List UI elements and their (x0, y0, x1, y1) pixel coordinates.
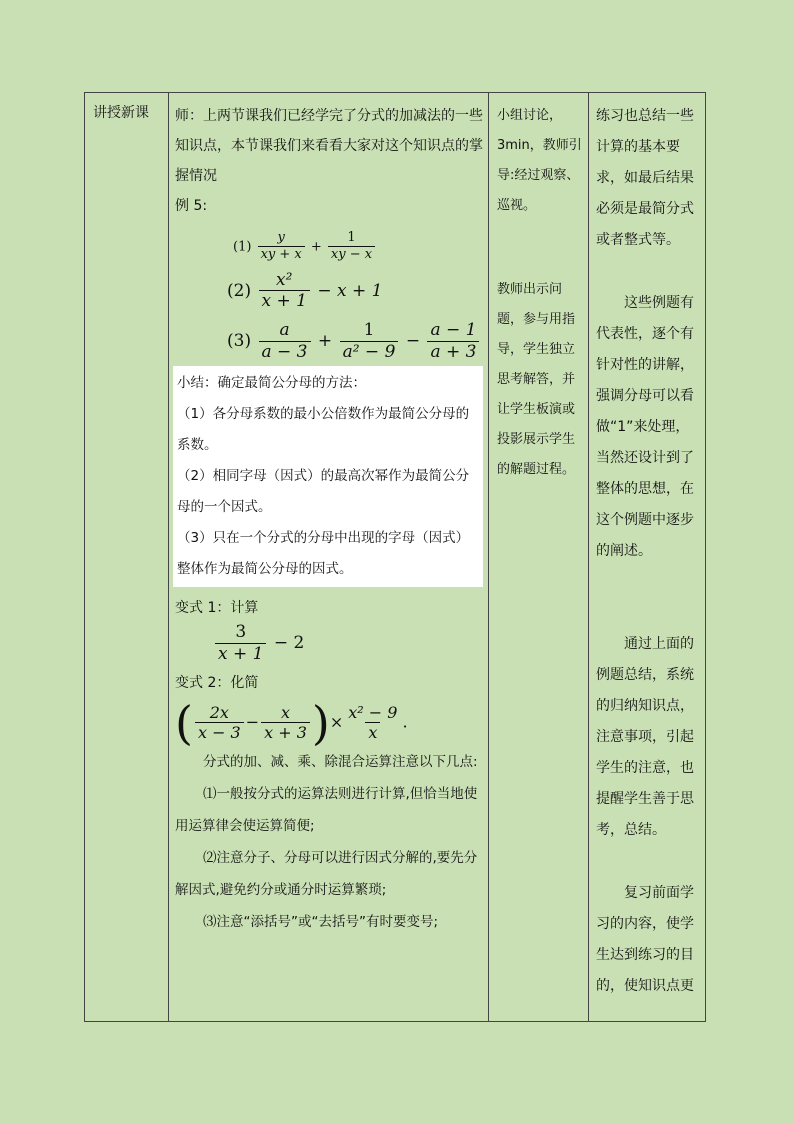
lesson-table (84, 92, 706, 1022)
example-label: 例 5: (175, 198, 208, 214)
summary-item: （2）相同字母（因式）的最高次幂作为最简公分母的一个因式。 (177, 468, 470, 516)
example-1-formula: (1) $\frac{y}{xy + x}$ + $\frac{1}{xy - x}$ (233, 231, 483, 263)
note-item: ⑵注意分子、分母可以进行因式分解的,要先分解因式,避免约分或通分时运算繁琐; (175, 850, 478, 899)
variant-2-label: 变式 2：化简 (175, 675, 259, 692)
summary-item: （3）只在一个分式的分母中出现的字母（因式）整体作为最简公分母的因式。 (177, 530, 470, 578)
notes-title: 分式的加、减、乘、除混合运算注意以下几点: (203, 754, 478, 771)
activity-text: 小组讨论，3min，教师引导:经过观察、巡视。 (497, 108, 582, 213)
variant-1-label: 变式 1：计算 (175, 600, 259, 617)
variant-1-formula: $\frac{3}{x + 1}$ − 2 (213, 623, 483, 664)
summary-title: 小结：确定最简公分母的方法： (177, 375, 366, 392)
design-intent-cell (589, 93, 707, 1021)
note-item: ⑴一般按分式的运算法则进行计算,但恰当地使用运算律会使运算简便; (175, 786, 478, 835)
activity-text: 教师出示问题，参与用指导，学生独立思考解答，并让学生板演或投影展示学生的解题过程。 (497, 282, 576, 477)
summary-box (173, 366, 483, 587)
example-2-formula: (2) $\frac{\text{x²}}{x + 1}$ − x + 1 (227, 269, 383, 312)
note-item: ⑶注意“添括号”或“去括号”有时要变号; (203, 914, 439, 931)
example-3-formula: (3) $\frac{a}{a - 3}$ + $\frac{1}{\text{a² − 9}}$ − $\frac{a - 1}{a + 3}$ (227, 321, 483, 362)
intent-text: 练习也总结一些计算的基本要求，如最后结果必须是最简分式或者整式等。 (596, 108, 694, 248)
summary-item: （1）各分母系数的最小公倍数作为最简公分母的系数。 (177, 406, 470, 454)
intent-text: 复习前面学习的内容，使学生达到练习的目的，使知识点更 (596, 885, 694, 994)
intent-text: 这些例题有代表性，逐个有针对性的讲解，强调分母可以看做“1”来处理，当然还设计到了整体的思想，在这个例题中逐步的阐述。 (596, 295, 694, 559)
section-label-cell (85, 93, 169, 1021)
section-label: 讲授新课 (93, 105, 149, 121)
teaching-content-cell (169, 93, 489, 1021)
intent-text: 通过上面的例题总结，系统的归纳知识点，注意事项，引起学生的注意，也提醒学生善于思考，总结。 (596, 636, 694, 838)
intro-text: 师：上两节课我们已经学完了分式的加减法的一些知识点，本节课我们来看看大家对这个知识点的掌握情况 (175, 108, 483, 184)
student-activity-cell (489, 93, 589, 1021)
variant-2-formula: ( $\frac{2x}{x - 3}$ − $\frac{x}{x + 3}$ )× $\frac{\text{x² − 9}}{x}$ . (175, 696, 408, 751)
